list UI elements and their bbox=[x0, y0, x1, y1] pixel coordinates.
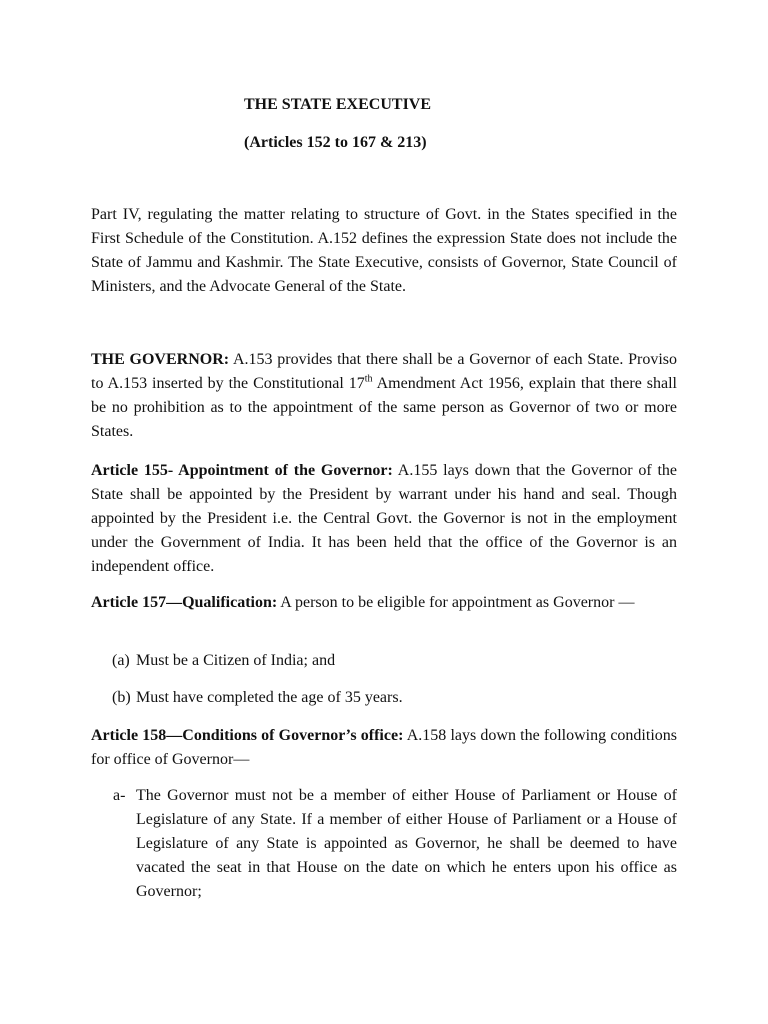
article-158-heading: Article 158—Conditions of Governor’s office: bbox=[91, 727, 404, 744]
list-item-marker: (a) bbox=[112, 652, 130, 669]
article-155-paragraph bbox=[91, 459, 677, 579]
governor-paragraph bbox=[91, 348, 677, 444]
article-157-heading: Article 157—Qualification: bbox=[91, 594, 278, 611]
list-item-text: The Governor must not be a member of either House of Parliament or House of Legislature of any State. If a member of either House of Parliament or a House of Legislature of any State is appointed as Governor, he shall be deemed to have vacated the seat in that House on the date on which he enters upon his office as Governor; bbox=[136, 787, 677, 900]
governor-heading: THE GOVERNOR: bbox=[91, 351, 230, 368]
article-155-prefix: Article 155 bbox=[91, 462, 168, 479]
article-158-paragraph bbox=[91, 724, 677, 772]
governor-text-2: Amendment Act 1956, explain that there shall be no prohibition as to the appointment of the same person as Governor of two or more States. bbox=[91, 375, 677, 440]
article-155-text: A.155 lays down that the Governor of the State shall be appointed by the President by warrant under his hand and seal. Though appointed by the President i.e. the Central Govt. the Governor is not in the employment under the Government of India. It has been held that the office of the Governor is an independent office. bbox=[91, 462, 677, 575]
list-item-text: Must have completed the age of 35 years. bbox=[136, 689, 403, 706]
list-item-marker: a- bbox=[113, 787, 126, 804]
governor-text-1: A.153 provides that there shall be a Governor of each State. Proviso to A.153 inserted by the Constitutional 17 bbox=[91, 351, 678, 392]
list-item bbox=[112, 649, 335, 673]
page-title: THE STATE EXECUTIVE bbox=[244, 96, 432, 113]
intro-paragraph: Part IV, regulating the matter relating to structure of Govt. in the States specified in the First Schedule of the Constitution. A.152 defines the expression State does not include the State of Jammu and Kashmir. The State Executive, consists of Governor, State Council of Ministers, and the Advocate General of the State. bbox=[91, 206, 677, 295]
list-item-marker: (b) bbox=[112, 689, 131, 706]
article-155-heading: - Appointment of the Governor: bbox=[167, 462, 393, 479]
article-158-text: A.158 lays down the following conditions for office of Governor— bbox=[91, 727, 677, 768]
list-item bbox=[112, 686, 403, 710]
page-subtitle: (Articles 152 to 167 & 213) bbox=[244, 134, 427, 151]
governor-sup: th bbox=[364, 373, 373, 385]
article-157-paragraph bbox=[91, 591, 677, 615]
article-157-text: A person to be eligible for appointment as Governor — bbox=[277, 594, 635, 611]
list-item bbox=[113, 784, 677, 904]
list-item-text: Must be a Citizen of India; and bbox=[136, 652, 336, 669]
